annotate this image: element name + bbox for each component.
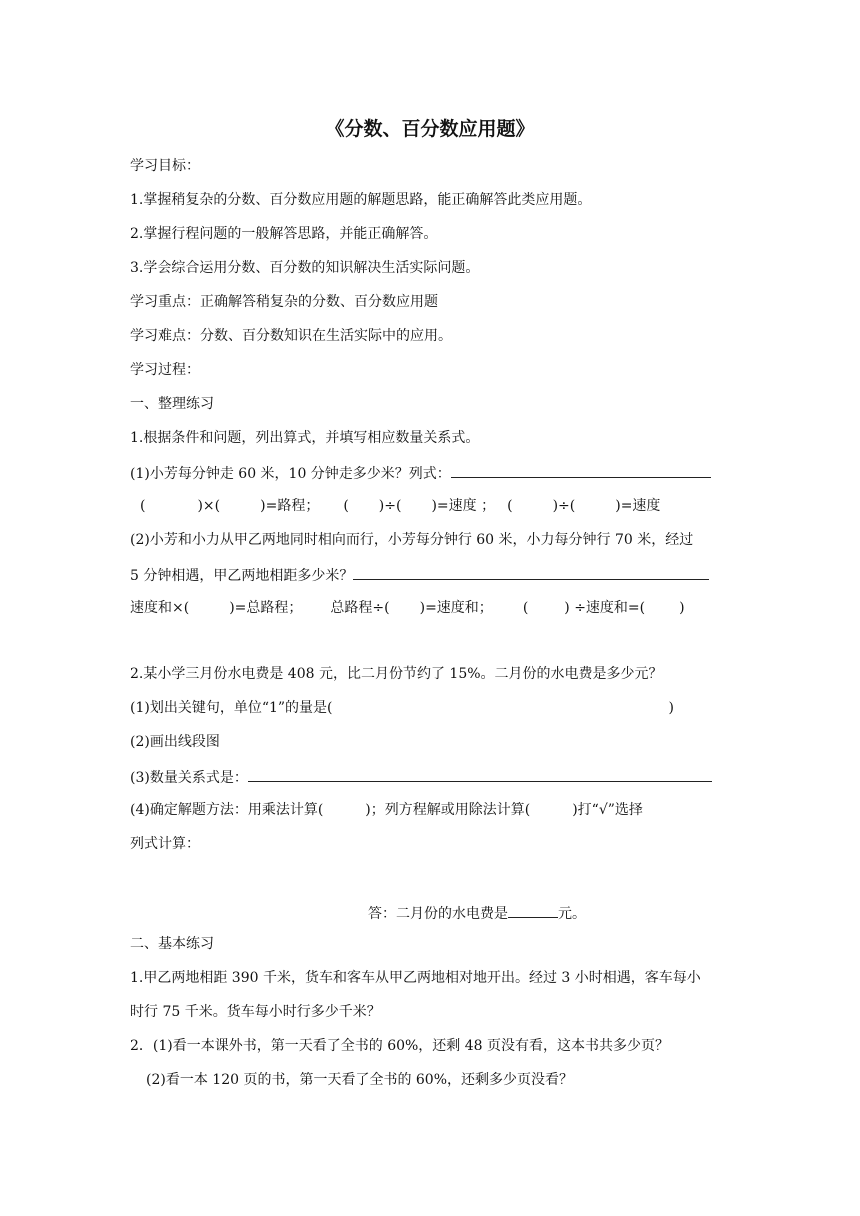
page-title: 《分数、百分数应用题》 bbox=[325, 118, 535, 140]
basic-2-part-2: (2)看一本 120 页的书，第一天看了全书的 60%，还剩多少页没看？ bbox=[146, 1072, 574, 1088]
basic-1-line-2: 时行 75 千米。货车每小时行多少千米？ bbox=[130, 1004, 381, 1020]
question-1-1-text: (1)小芳每分钟走 60 米，10 分钟走多少米？列式： bbox=[130, 466, 451, 482]
basic-2-part-1: 2．(1)看一本课外书，第一天看了全书的 60%，还剩 48 页没有看，这本书共多少页？ bbox=[130, 1038, 670, 1054]
relation-part: ( bbox=[507, 498, 513, 514]
section-1-heading: 一、整理练习 bbox=[130, 396, 214, 412]
section-2-heading: 二、基本练习 bbox=[130, 936, 214, 952]
question-2-2: (2)画出线段图 bbox=[130, 734, 220, 750]
relation-part: ( bbox=[343, 498, 349, 514]
basic-1-line-1: 1.甲乙两地相距 390 千米，货车和客车从甲乙两地相对地开出。经过 3 小时相遇，客车每小 bbox=[130, 970, 701, 986]
relation-part: )=路程； bbox=[260, 498, 320, 514]
goal-3: 3.学会综合运用分数、百分数的知识解决生活实际问题。 bbox=[130, 260, 480, 276]
goal-2: 2.掌握行程问题的一般解答思路，并能正确解答。 bbox=[130, 226, 438, 242]
relation-part: 速度和×( bbox=[130, 600, 190, 616]
question-2-1 bbox=[130, 698, 674, 718]
process-label: 学习过程： bbox=[130, 362, 200, 378]
question-1: 1.根据条件和问题，列出算式，并填写相应数量关系式。 bbox=[130, 430, 480, 446]
closing-paren: ) bbox=[668, 700, 674, 716]
answer-blank[interactable] bbox=[451, 462, 711, 478]
relation-part: )=速度 bbox=[615, 498, 661, 514]
relation-part: )×( bbox=[197, 498, 221, 514]
question-1-2-text: 5 分钟相遇，甲乙两地相距多少米？ bbox=[130, 568, 354, 584]
answer-blank[interactable] bbox=[508, 902, 558, 918]
learning-difficulty: 学习难点：分数、百分数知识在生活实际中的应用。 bbox=[130, 328, 452, 344]
relation-part: ) bbox=[679, 600, 685, 616]
question-2-1-text: (1)划出关键句，单位“1”的量是( bbox=[130, 700, 333, 716]
relation-part: ) ÷速度和=( bbox=[564, 600, 646, 616]
question-2-answer bbox=[368, 902, 586, 924]
question-2: 2.某小学三月份水电费是 408 元，比二月份节约了 15%。二月份的水电费是多少元？ bbox=[130, 666, 663, 682]
relation-part: )÷( bbox=[552, 498, 576, 514]
question-2-3 bbox=[130, 766, 712, 788]
question-2-4: (4)确定解题方法：用乘法计算( )；列方程解或用除法计算( )打“√”选择 bbox=[130, 802, 643, 818]
relation-part: )=速度 ； bbox=[431, 498, 496, 514]
goals-label: 学习目标： bbox=[130, 158, 200, 174]
relation-part: ( bbox=[140, 498, 146, 514]
question-1-1 bbox=[130, 462, 711, 484]
answer-blank[interactable] bbox=[248, 766, 712, 782]
relation-part: )=速度和； bbox=[419, 600, 493, 616]
question-2-calc-label: 列式计算： bbox=[130, 836, 200, 852]
answer-prefix: 答：二月份的水电费是 bbox=[368, 906, 508, 922]
question-1-2-line-2 bbox=[130, 564, 709, 586]
answer-suffix: 元。 bbox=[558, 906, 586, 922]
question-1-2-line-1: (2)小芳和小力从甲乙两地同时相向而行，小芳每分钟行 60 米，小力每分钟行 70 米，经过 bbox=[130, 532, 694, 548]
answer-blank[interactable] bbox=[353, 564, 709, 580]
learning-focus: 学习重点：正确解答稍复杂的分数、百分数应用题 bbox=[130, 294, 438, 310]
relation-part: ( bbox=[522, 600, 529, 616]
relation-part: 总路程÷( bbox=[330, 600, 390, 616]
relation-part: )÷( bbox=[378, 498, 402, 514]
question-1-2-relations bbox=[130, 598, 685, 618]
question-2-3-text: (3)数量关系式是： bbox=[130, 770, 248, 786]
question-1-1-relations bbox=[140, 496, 660, 516]
goal-1: 1.掌握稍复杂的分数、百分数应用题的解题思路，能正确解答此类应用题。 bbox=[130, 192, 592, 208]
relation-part: )=总路程； bbox=[229, 600, 303, 616]
